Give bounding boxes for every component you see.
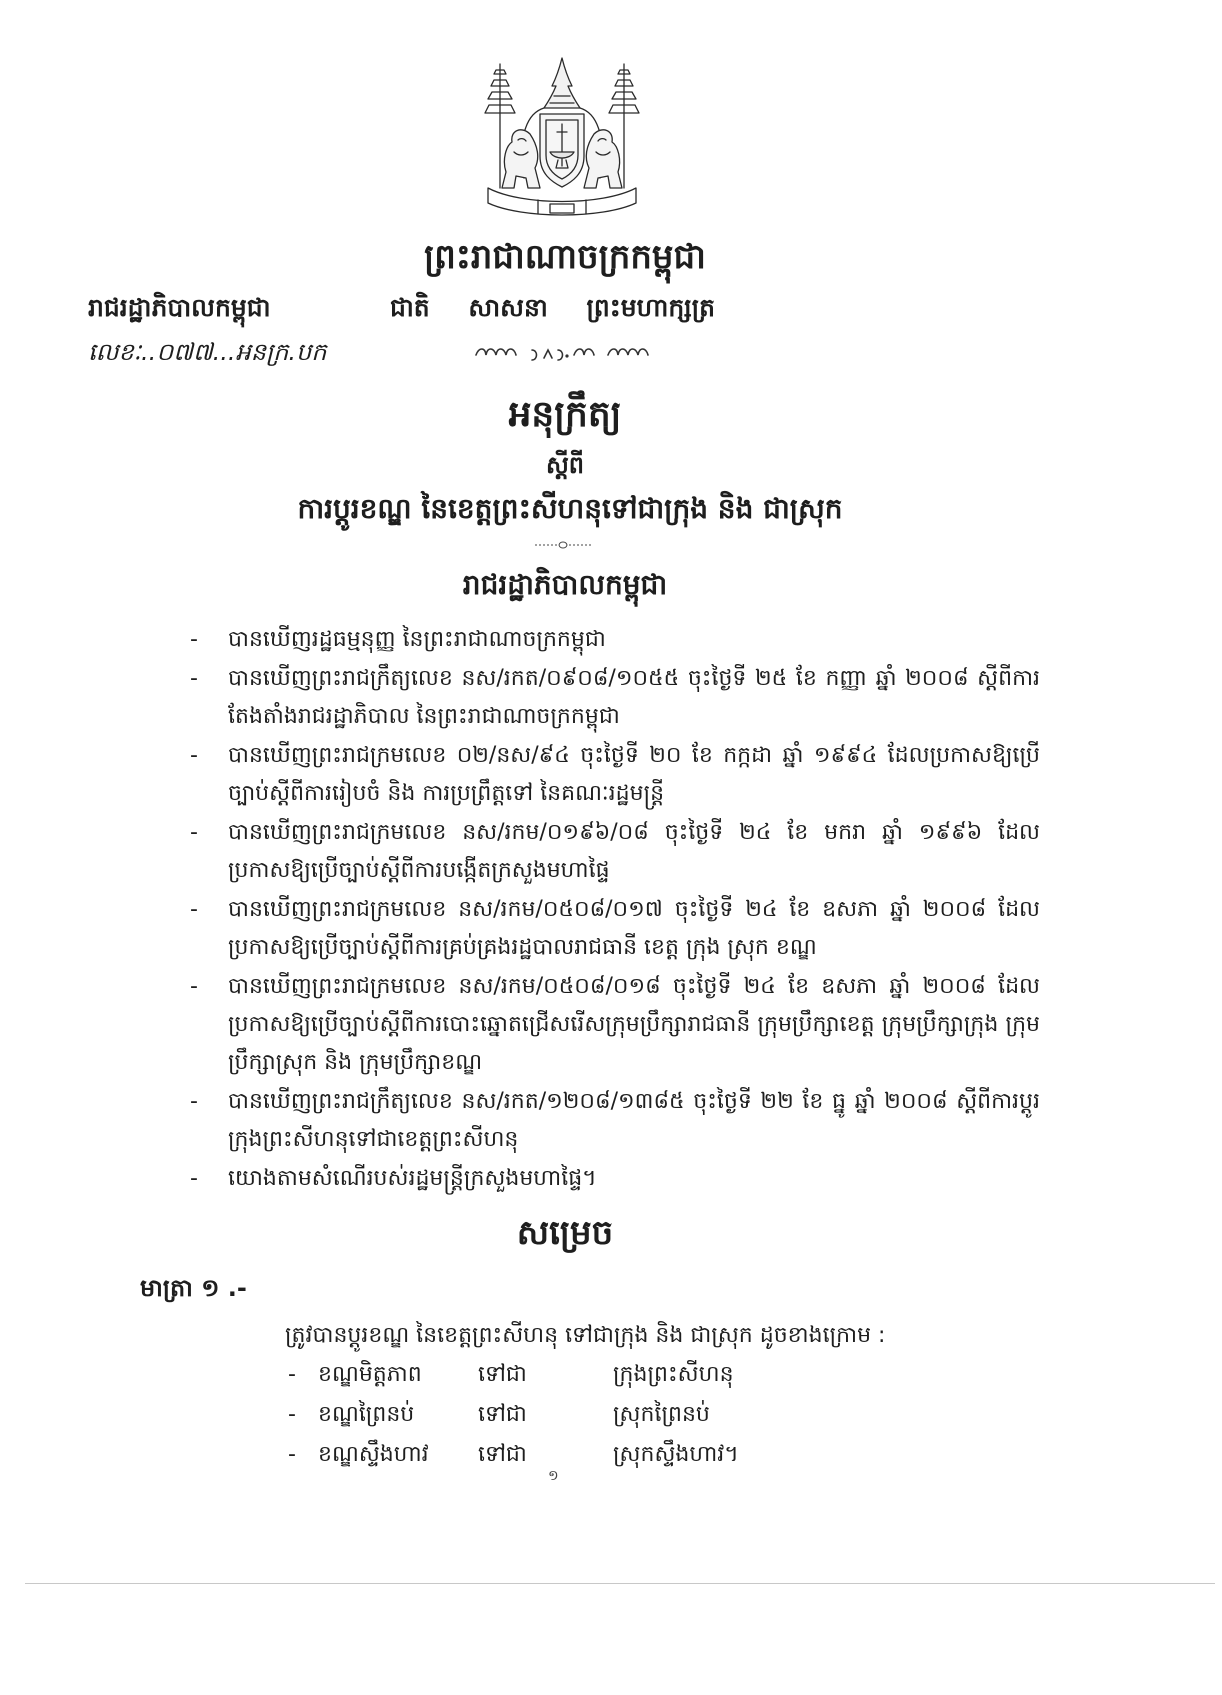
list-marker: - (190, 974, 198, 999)
list-marker: - (190, 897, 198, 922)
document-on-label: ស្តីពី (545, 451, 585, 479)
list-marker: - (190, 666, 198, 691)
list-marker: - (190, 627, 198, 652)
list-marker: - (288, 1402, 296, 1427)
preamble-text: បានឃើញរដ្ឋធម្មនុញ្ញ នៃព្រះរាជាណាចក្រកម្ពុជា (228, 627, 606, 652)
motto-ornament (470, 340, 660, 366)
royal-coat-of-arms-emblem (462, 56, 662, 221)
preamble-text: បានឃើញព្រះរាជក្រមលេខ ០២/នស/៩៤ ចុះថ្ងៃទី ២០ ខែ កក្កដា ឆ្នាំ ១៩៩៤ ដែលប្រកាសឱ្យប្រើច្បាប់ស្តីពីការរៀបចំ និង ការប្រព្រឹត្តទៅ នៃគណៈរដ្ឋមន្ត្រី (228, 743, 1040, 806)
list-item (0, 968, 1222, 1082)
motto-king: ព្រះមហាក្សត្រ (586, 293, 716, 322)
list-item (0, 1083, 1222, 1159)
preamble-text: បានឃើញព្រះរាជក្រឹត្យលេខ នស/រកត/១២០៨/១៣៨៥ ចុះថ្ងៃទី ២២ ខែ ធ្នូ ឆ្នាំ ២០០៨ ស្តីពីការប្តូរក្រុងព្រះសីហនុទៅជាខេត្តព្រះសីហនុ (228, 1089, 1040, 1152)
change-row (288, 1435, 1222, 1475)
list-marker: - (190, 820, 198, 845)
change-to: ស្រុកព្រៃនប់ (613, 1402, 710, 1427)
preamble-text: បានឃើញព្រះរាជក្រមលេខ នស/រកម/០៥០៨/០១៨ ចុះថ្ងៃទី ២៤ ខែ ឧសភា ឆ្នាំ ២០០៨ ដែលប្រកាសឱ្យប្រើច្បាប់ស្តីពីការបោះឆ្នោតជ្រើសរើសក្រុមប្រឹក្សារាជធានី ក្រុមប្រឹក្សាខេត្ត ក្រុមប្រឹក្សាក្រុង ក្រុមប្រឹក្សាស្រុក និង ក្រុមប្រឹក្សាខណ្ឌ (228, 974, 1040, 1075)
subject-divider-ornament (533, 538, 593, 552)
document-body (0, 566, 1222, 1475)
preamble-text: យោងតាមសំណើរបស់រដ្ឋមន្ត្រីក្រសួងមហាផ្ទៃ។ (228, 1166, 597, 1191)
list-marker: - (190, 1089, 198, 1114)
change-from: ខណ្ឌមិត្តភាព (318, 1362, 422, 1387)
document-type: អនុក្រឹត្យ (508, 394, 622, 435)
change-row (288, 1395, 1222, 1435)
change-to-word: ទៅជា (478, 1402, 527, 1427)
government-name: រាជរដ្ឋាភិបាលកម្ពុជា (88, 293, 271, 322)
document-subject: ការប្តូរខណ្ឌ នៃខេត្តព្រះសីហនុទៅជាក្រុង និង ជាស្រុក (297, 492, 843, 525)
preamble-list (0, 621, 1222, 1198)
change-from: ខណ្ឌព្រៃនប់ (318, 1402, 415, 1427)
change-row (288, 1355, 1222, 1395)
motto-nation: ជាតិ (390, 293, 430, 322)
change-to-word: ទៅជា (478, 1362, 527, 1387)
list-item (0, 621, 1222, 659)
change-to: ក្រុងព្រះសីហនុ (613, 1362, 734, 1387)
national-motto (390, 289, 745, 327)
list-item (0, 660, 1222, 736)
change-from: ខណ្ឌស្ទឹងហាវ (318, 1442, 429, 1467)
list-marker: - (190, 1166, 198, 1191)
page-number: ១ (548, 1468, 559, 1484)
list-item (0, 891, 1222, 967)
change-to: ស្រុកស្ទឹងហាវ។ (613, 1442, 739, 1467)
preamble-text: បានឃើញព្រះរាជក្រមលេខ នស/រកម/០១៩៦/០៨ ចុះថ្ងៃទី ២៤ ខែ មករា ឆ្នាំ ១៩៩៦ ដែលប្រកាសឱ្យប្រើច្បាប់ស្តីពីការបង្កើតក្រសួងមហាផ្ទៃ (228, 820, 1040, 883)
issuer-heading: រាជរដ្ឋាភិបាលកម្ពុជា (462, 568, 668, 601)
list-item (0, 1160, 1222, 1198)
article-1-intro: ត្រូវបានប្តូរខណ្ឌ នៃខេត្តព្រះសីហនុ ទៅជាក្រុង និង ជាស្រុក ដូចខាងក្រោម : (285, 1323, 886, 1348)
list-marker: - (190, 743, 198, 768)
kingdom-title: ព្រះរាជាណាចក្រកម្ពុជា (424, 237, 706, 277)
motto-religion: សាសនា (468, 293, 548, 322)
article-1-label: មាត្រា ១ .- (140, 1274, 247, 1302)
list-marker: - (288, 1362, 296, 1387)
preamble-text: បានឃើញព្រះរាជក្រឹត្យលេខ នស/រកត/០៩០៨/១០៥៥ ចុះថ្ងៃទី ២៥ ខែ កញ្ញា ឆ្នាំ ២០០៨ ស្តីពីការតែងតាំងរាជរដ្ឋាភិបាល នៃព្រះរាជាណាចក្រកម្ពុជា (228, 666, 1040, 729)
decision-heading: សម្រេច (516, 1213, 614, 1253)
preamble-text: បានឃើញព្រះរាជក្រមលេខ នស/រកម/០៥០៨/០១៧ ចុះថ្ងៃទី ២៤ ខែ ឧសភា ឆ្នាំ ២០០៨ ដែលប្រកាសឱ្យប្រើច្បាប់ស្តីពីការគ្រប់គ្រងរដ្ឋបាលរាជធានី ខេត្ត ក្រុង ស្រុក ខណ្ឌ (228, 897, 1040, 960)
reference-number: លេខៈ..០៧៧...អនក្រ.បក (88, 338, 327, 366)
list-item (0, 814, 1222, 890)
list-marker: - (288, 1442, 296, 1467)
list-item (0, 737, 1222, 813)
change-to-word: ទៅជា (478, 1442, 527, 1467)
bottom-divider (25, 1583, 1215, 1584)
